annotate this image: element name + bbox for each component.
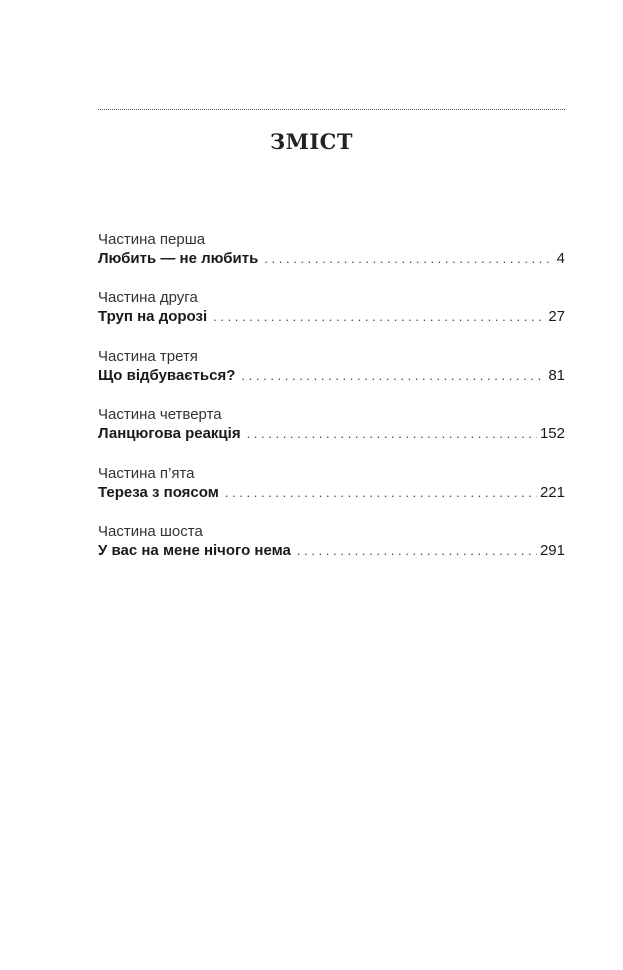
table-of-contents xyxy=(98,230,565,580)
toc-page-number: 152 xyxy=(539,425,565,443)
toc-part-label: Частина третя xyxy=(98,347,198,365)
toc-page-number: 291 xyxy=(539,541,565,559)
toc-part-label: Частина перша xyxy=(98,231,206,248)
dot-leader xyxy=(241,366,545,386)
toc-part-label: Частина п’ята xyxy=(98,464,195,482)
toc-chapter-line[interactable] xyxy=(98,424,565,444)
page-title: ЗМІСТ xyxy=(269,129,354,154)
toc-chapter-title: Труп на дорозі xyxy=(98,308,208,326)
dot-leader xyxy=(297,541,537,561)
toc-chapter-title: Ланцюгова реакція xyxy=(98,425,241,443)
toc-chapter-line[interactable] xyxy=(98,483,565,503)
toc-part-label: Частина шоста xyxy=(98,522,203,540)
toc-chapter-title: Тереза з поясом xyxy=(98,483,219,501)
toc-entry xyxy=(98,230,565,288)
toc-page-number: 81 xyxy=(548,366,565,384)
toc-chapter-title: Що відбувається? xyxy=(98,366,236,384)
toc-page-number: 4 xyxy=(556,250,565,267)
toc-entry xyxy=(98,288,565,346)
dotted-top-rule xyxy=(98,109,565,110)
toc-chapter-line[interactable] xyxy=(98,541,565,561)
toc-page-number: 221 xyxy=(539,483,565,501)
toc-chapter-line[interactable] xyxy=(98,307,565,327)
toc-part-label: Частина четверта xyxy=(98,406,222,424)
toc-entry xyxy=(98,522,565,580)
dot-leader xyxy=(213,307,545,327)
toc-chapter-line[interactable] xyxy=(98,366,565,386)
toc-chapter-title: Любить — не любить xyxy=(98,250,259,267)
toc-entry xyxy=(98,464,565,522)
toc-chapter-line[interactable] xyxy=(98,249,565,269)
toc-page-number: 27 xyxy=(548,308,565,326)
toc-entry xyxy=(98,405,565,463)
toc-part-label: Частина друга xyxy=(98,289,198,307)
dot-leader xyxy=(247,424,537,444)
dot-leader xyxy=(225,483,537,503)
toc-chapter-title: У вас на мене нічого нема xyxy=(98,541,291,559)
dot-leader xyxy=(264,249,553,269)
toc-entry xyxy=(98,347,565,405)
